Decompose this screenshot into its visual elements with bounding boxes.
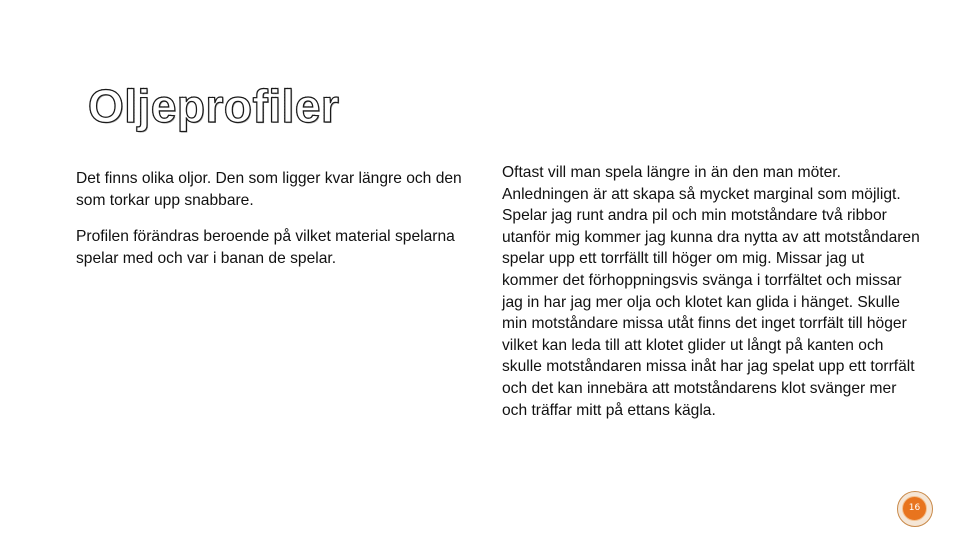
page-number-badge: [897, 491, 933, 527]
left-paragraph-1: Det finns olika oljor. Den som ligger kvar längre och den som torkar upp snabbare.: [76, 170, 462, 209]
right-text-column: [502, 162, 920, 421]
left-text-column: [76, 168, 468, 284]
left-paragraph-2: Profilen förändras beroende på vilket material spelarna spelar med och var i banan de spelar.: [76, 228, 455, 267]
page-number: 16: [902, 496, 927, 521]
slide-title: Oljeprofiler: [88, 80, 340, 132]
right-paragraph: Oftast vill man spela längre in än den man möter. Anledningen är att skapa så mycket marginal som möjligt. Spelar jag runt andra pil och min motståndare två ribbor utanför mig kommer jag kunna dra nytta av att motståndaren spelar upp ett torrfällt till höger om mig. Missar jag ut kommer det förhoppningsvis svänga i torrfältet och missar jag in har jag mer olja och klotet kan glida i hänget. Skulle min motståndare missa utåt finns det inget torrfält till höger vilket kan leda till att klotet glider ut långt på kanten och skulle motståndaren missa inåt har jag spelat upp ett torrfält och det kan innebära att motståndarens klot svänger mer och träffar mitt på ettans kägla.: [502, 164, 920, 419]
